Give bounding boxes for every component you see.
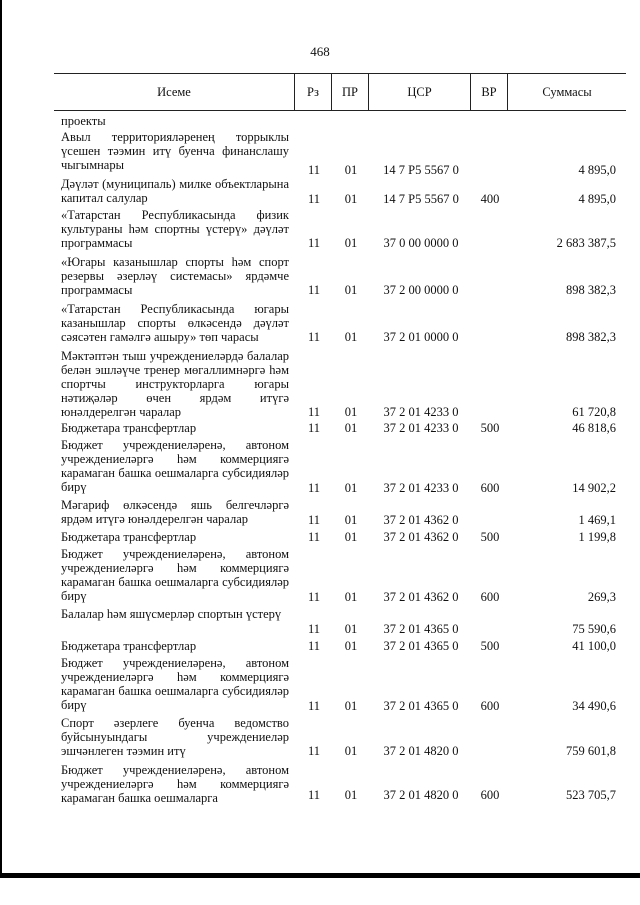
row-csr: 14 7 P5 5567 0 — [383, 192, 459, 206]
row-csr: 37 2 01 4820 0 — [383, 744, 459, 758]
header-vr: ВР — [481, 84, 497, 99]
row-sum: 759 601,8 — [566, 744, 616, 758]
row-name: Дәүләт (муниципаль) милке объектларына капитал салулар — [61, 177, 289, 205]
row-name: Мәктәптән тыш учреждениеләрдә балалар белән эшләүче тренер мөгаллимнәргә һәм спортчы инструкторларга югары нәтиҗәләр өчен ярдәм итүгә юнәлдерелгән чаралар — [61, 349, 289, 419]
row-vr: 600 — [480, 590, 500, 604]
row-pr: 01 — [344, 622, 358, 636]
header-rz: Рз — [307, 84, 319, 99]
row-csr: 37 2 01 4820 0 — [383, 788, 459, 802]
row-pr: 01 — [344, 639, 358, 653]
row-sum: 1 199,8 — [578, 530, 616, 544]
header-name: Исеме — [157, 84, 191, 99]
row-name: проекты — [61, 114, 106, 128]
row-sum: 4 895,0 — [578, 192, 616, 206]
row-vr: 500 — [480, 421, 500, 435]
row-pr: 01 — [344, 788, 358, 802]
row-csr: 37 2 01 4233 0 — [383, 421, 459, 435]
row-rz: 11 — [307, 405, 321, 419]
row-vr: 600 — [480, 481, 500, 495]
row-rz: 11 — [307, 699, 321, 713]
row-pr: 01 — [344, 590, 358, 604]
row-rz: 11 — [307, 163, 321, 177]
row-vr: 600 — [480, 788, 500, 802]
row-pr: 01 — [344, 192, 358, 206]
row-csr: 37 2 01 4362 0 — [383, 513, 459, 527]
row-rz: 11 — [307, 788, 321, 802]
row-sum: 269,3 — [587, 590, 616, 604]
row-rz: 11 — [307, 481, 321, 495]
row-rz: 11 — [307, 622, 321, 636]
row-rz: 11 — [307, 330, 321, 344]
row-sum: 898 382,3 — [566, 283, 616, 297]
row-pr: 01 — [344, 699, 358, 713]
row-pr: 01 — [344, 236, 358, 250]
header-pr: ПР — [342, 84, 358, 99]
row-rz: 11 — [307, 744, 321, 758]
row-name: «Югары казанышлар спорты һәм спорт резервы әзерләү системасы» ярдәмче программасы — [61, 255, 289, 297]
row-vr: 600 — [480, 699, 500, 713]
row-csr: 37 2 01 4365 0 — [383, 699, 459, 713]
row-csr: 37 2 00 0000 0 — [383, 283, 459, 297]
row-csr: 14 7 P5 5567 0 — [383, 163, 459, 177]
header-sum: Суммасы — [542, 84, 592, 99]
row-rz: 11 — [307, 590, 321, 604]
header-csr: ЦСР — [407, 84, 432, 99]
row-sum: 75 590,6 — [572, 622, 616, 636]
row-rz: 11 — [307, 421, 321, 435]
row-sum: 41 100,0 — [572, 639, 616, 653]
row-sum: 61 720,8 — [572, 405, 616, 419]
row-name: «Татарстан Республикасында физик культураны һәм спортны үстерү» дәүләт программасы — [61, 208, 289, 250]
row-pr: 01 — [344, 283, 358, 297]
row-sum: 46 818,6 — [572, 421, 616, 435]
row-vr: 400 — [480, 192, 500, 206]
row-name: Бюджет учреждениеләренә, автоном учреждениеләргә һәм коммерциягә карамаган башка оешмаларга субсидияләр бирү — [61, 547, 289, 603]
row-pr: 01 — [344, 405, 358, 419]
row-pr: 01 — [344, 163, 358, 177]
row-rz: 11 — [307, 513, 321, 527]
page-number: 468 — [310, 44, 330, 59]
row-sum: 898 382,3 — [566, 330, 616, 344]
row-rz: 11 — [307, 192, 321, 206]
row-csr: 37 2 01 4362 0 — [383, 530, 459, 544]
row-csr: 37 2 01 4233 0 — [383, 481, 459, 495]
row-name: Мәгариф өлкәсендә яшь белгечләргә ярдәм итүгә юнәлдерелгән чаралар — [61, 498, 289, 526]
row-name: Бюджетара трансфертлар — [61, 530, 197, 544]
row-sum: 2 683 387,5 — [556, 236, 616, 250]
row-csr: 37 2 01 4233 0 — [383, 405, 459, 419]
row-rz: 11 — [307, 236, 321, 250]
row-sum: 1 469,1 — [578, 513, 616, 527]
row-name: Балалар һәм яшүсмерләр спортын үстерү — [61, 607, 282, 621]
row-pr: 01 — [344, 421, 358, 435]
row-name: Бюджет учреждениеләренә, автоном учреждениеләргә һәм коммерциягә карамаган башка оешмаларга субсидияләр бирү — [61, 656, 289, 712]
row-sum: 523 705,7 — [566, 788, 616, 802]
row-csr: 37 2 01 0000 0 — [383, 330, 459, 344]
row-vr: 500 — [480, 639, 500, 653]
row-vr: 500 — [480, 530, 500, 544]
row-sum: 14 902,2 — [572, 481, 616, 495]
row-sum: 34 490,6 — [572, 699, 616, 713]
row-name: Бюджет учреждениеләренә, автоном учреждениеләргә һәм коммерциягә карамаган башка оешмаларга субсидияләр бирү — [61, 438, 289, 494]
row-pr: 01 — [344, 530, 358, 544]
row-csr: 37 2 01 4365 0 — [383, 622, 459, 636]
row-csr: 37 0 00 0000 0 — [383, 236, 459, 250]
row-name: Авыл территорияләренең торрыклы үсешен тәэмин итү буенча финанслашу чыгымнары — [61, 130, 289, 172]
row-sum: 4 895,0 — [578, 163, 616, 177]
row-name: Бюджетара трансфертлар — [61, 421, 197, 435]
row-rz: 11 — [307, 530, 321, 544]
row-name: «Татарстан Республикасында югары казанышлар спорты өлкәсендә дәүләт сәясәтен гамәлгә ашыру» төп чарасы — [61, 302, 289, 344]
row-pr: 01 — [344, 513, 358, 527]
row-name: Бюджет учреждениеләренә, автоном учреждениеләргә һәм коммерциягә карамаган башка оешмаларга — [61, 763, 289, 805]
row-csr: 37 2 01 4365 0 — [383, 639, 459, 653]
row-pr: 01 — [344, 744, 358, 758]
row-rz: 11 — [307, 639, 321, 653]
row-name: Спорт әзерлеге буенча ведомство буйсынуындагы учреждениеләр эшчәнлеген тәэмин итү — [61, 716, 289, 758]
row-rz: 11 — [307, 283, 321, 297]
row-csr: 37 2 01 4362 0 — [383, 590, 459, 604]
row-pr: 01 — [344, 481, 358, 495]
row-name: Бюджетара трансфертлар — [61, 639, 197, 653]
row-pr: 01 — [344, 330, 358, 344]
